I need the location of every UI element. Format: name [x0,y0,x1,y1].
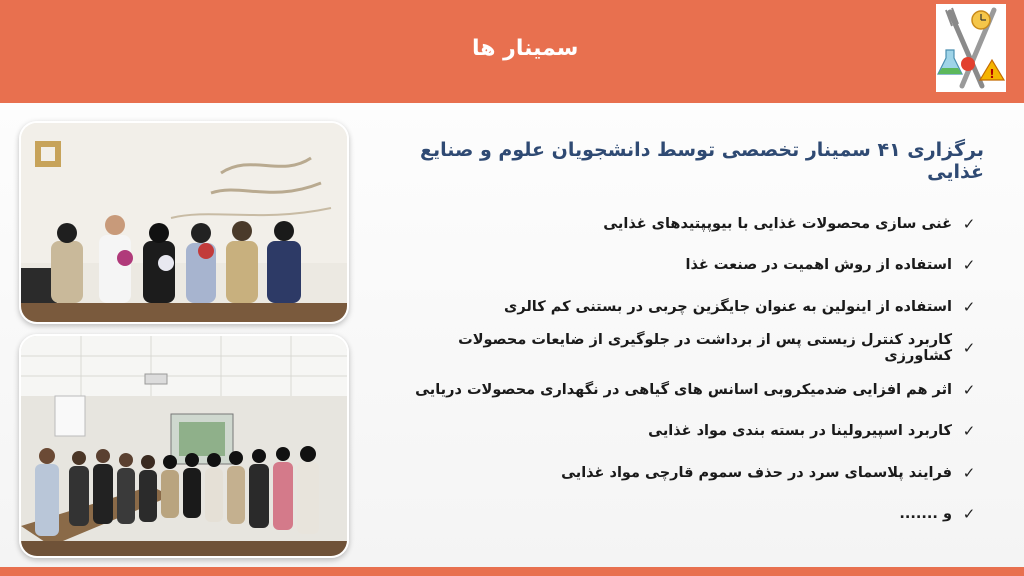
bullet-text: کاربرد اسپیرولینا در بسته بندی مواد غذایی [648,423,952,440]
footer-bar [0,567,1024,576]
check-mark-icon: ✓ [962,505,976,524]
header-bar [0,0,1024,103]
bullet-text: استفاده از روش اهمیت در صنعت غذا [685,257,952,274]
list-item [386,411,976,453]
page-title: سمینار ها [472,36,579,61]
bullet-text: کاربرد کنترل زیستی پس از برداشت در جلوگیری از ضایعات محصولات کشاورزی [458,332,953,365]
list-item [386,286,976,328]
food-science-logo-icon [936,4,1006,92]
list-item [386,245,976,287]
main-heading: برگزاری ۴۱ سمینار تخصصی توسط دانشجویان علوم و صنایع غذایی [420,139,984,183]
check-mark-icon: ✓ [962,339,976,358]
bullet-text: و ....... [899,506,952,523]
list-item [386,203,976,245]
bullet-text: استفاده از اینولین به عنوان جایگزین چربی در بستنی کم کالری [504,298,952,315]
list-item [386,328,976,370]
bullet-text: فرایند پلاسمای سرد در حذف سموم قارچی مواد غذایی [561,464,952,481]
group-photo-award [19,121,349,324]
list-item [386,369,976,411]
bullet-list [386,203,976,535]
check-mark-icon: ✓ [962,380,976,399]
check-mark-icon: ✓ [962,297,976,316]
bullet-text: اثر هم افزایی ضدمیکروبی اسانس های گیاهی در نگهداری محصولات دریایی [415,381,952,398]
bullet-text: غنی سازی محصولات غذایی با بیوپپتیدهای غذایی [603,215,952,232]
check-mark-icon: ✓ [962,256,976,275]
list-item [386,494,976,536]
check-mark-icon: ✓ [962,214,976,233]
check-mark-icon: ✓ [962,463,976,482]
list-item [386,452,976,494]
group-photo-classroom [19,334,349,558]
svg-text:!: ! [989,67,995,81]
check-mark-icon: ✓ [962,422,976,441]
